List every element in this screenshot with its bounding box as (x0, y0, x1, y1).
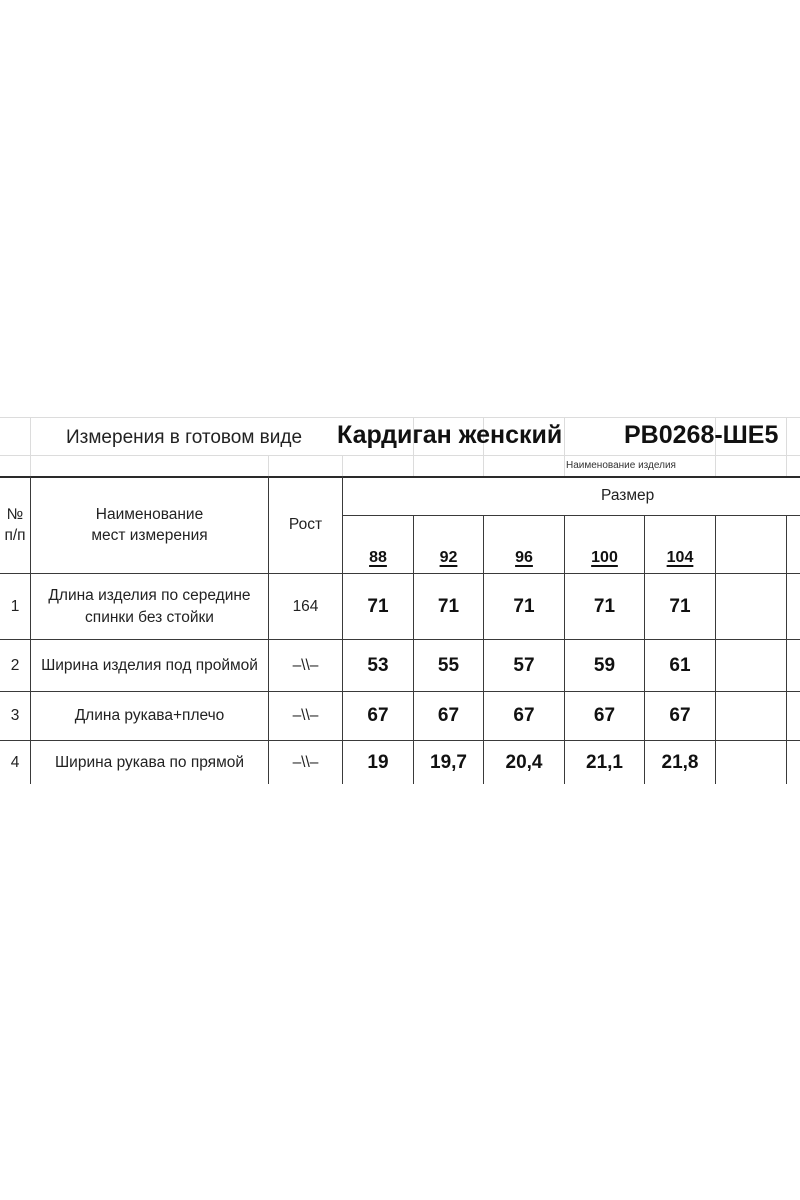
size-header: 92 (439, 549, 458, 566)
measurement-value: 55 (437, 654, 460, 676)
measurement-value: 67 (437, 705, 460, 726)
measurement-value: 71 (513, 595, 535, 617)
size-header: 88 (369, 549, 387, 566)
column-header-number (0, 476, 30, 573)
grid-line (564, 417, 565, 476)
measurement-value: 71 (669, 595, 691, 617)
row-number: 3 (10, 707, 20, 724)
measurement-value: 21,8 (661, 751, 699, 773)
measurement-value: 19,7 (430, 751, 467, 773)
column-header-number-line1: № (6, 505, 24, 523)
row-number: 1 (10, 597, 20, 615)
measurement-value: 21,1 (586, 751, 623, 773)
grid-line (342, 455, 343, 476)
measurement-name: Длина изделия по середине спинки без стойки (48, 586, 251, 626)
size-header: 96 (515, 549, 533, 566)
measurement-value: 71 (367, 595, 389, 617)
column-header-height: Рост (288, 516, 323, 533)
height-value: –\\– (292, 753, 319, 771)
measurement-name: Ширина рукава по прямой (54, 753, 245, 771)
measurement-value: 61 (669, 654, 691, 676)
table-border (786, 515, 787, 784)
size-header: 104 (666, 549, 694, 566)
grid-line (0, 455, 800, 456)
measurement-value: 57 (513, 654, 535, 676)
measurement-value: 67 (513, 705, 535, 726)
size-header: 100 (591, 549, 618, 566)
row-number: 2 (10, 656, 20, 674)
column-header-size-group: Размер (601, 487, 655, 504)
measurement-value: 67 (367, 705, 389, 726)
height-value: –\\– (292, 707, 319, 724)
row-number: 4 (10, 753, 20, 771)
measurement-value: 59 (593, 654, 616, 676)
measurement-value: 67 (593, 705, 616, 726)
height-value: –\\– (292, 656, 319, 674)
measurement-value: 67 (669, 705, 691, 726)
grid-line (268, 455, 269, 476)
grid-line (786, 417, 787, 476)
measurement-value: 71 (593, 595, 616, 617)
table-border (715, 515, 716, 784)
measurement-name: Ширина изделия под проймой (41, 656, 258, 674)
table-border (342, 515, 800, 516)
grid-line (0, 417, 800, 418)
measurement-value: 20,4 (505, 751, 543, 773)
measurement-name: Длина рукава+плечо (74, 707, 225, 724)
sheet-subtitle: Измерения в готовом виде (66, 427, 303, 448)
height-value: 164 (292, 597, 319, 615)
column-header-measurement-name: Наименование мест измерения (91, 505, 208, 544)
product-name-caption: Наименование изделия (566, 460, 676, 471)
measurement-value: 71 (437, 595, 460, 617)
product-name: Кардиган женский (337, 421, 563, 449)
measurement-value: 19 (367, 751, 389, 773)
column-header-number-line2: п/п (4, 526, 26, 544)
product-article: PB0268-ШE5 (624, 421, 779, 449)
measurement-value: 53 (367, 654, 389, 676)
grid-line (30, 417, 31, 476)
